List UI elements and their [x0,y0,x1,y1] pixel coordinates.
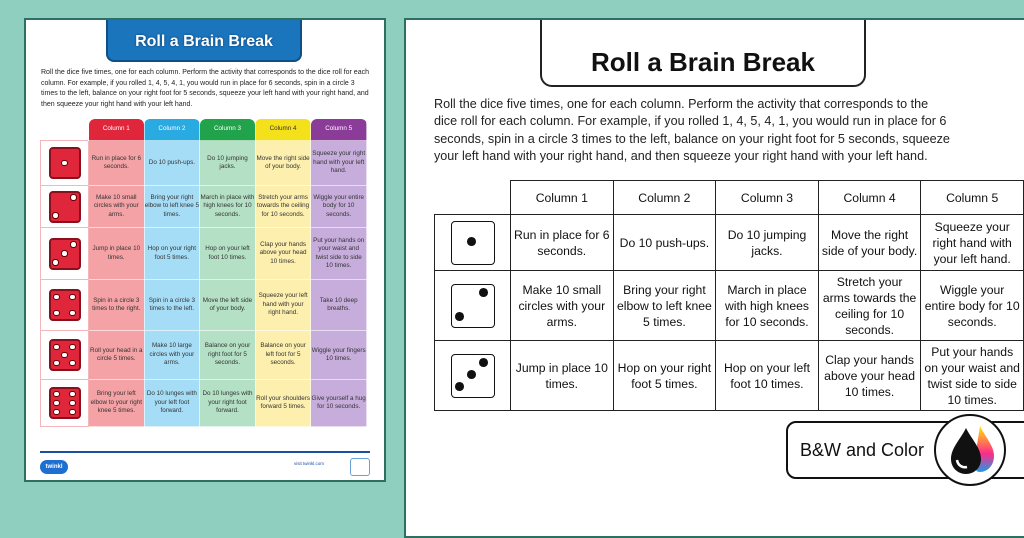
activity-cell: March in place with high knees for 10 seconds. [716,271,819,341]
table-row [435,271,1024,341]
table-row [41,380,367,427]
pip [69,400,75,406]
pip [69,344,75,350]
activity-cell: Spin in a circle 3 times to the right. [89,280,145,331]
activity-cell: Roll your shoulders forward 5 times. [255,380,311,427]
die-cell [435,341,511,411]
activity-cell: Squeeze your right hand with your left hand. [921,215,1024,271]
activity-cell: Make 10 large circles with your arms. [144,331,200,380]
column-header-2: Column 2 [144,119,200,141]
activity-cell: Do 10 push-ups. [144,141,200,186]
die-cell [41,280,89,331]
activity-table [40,118,367,427]
table-row [41,280,367,331]
activity-cell: Do 10 lunges with your right foot forward. [200,380,256,427]
twinkl-logo: twinkl [40,460,68,474]
pip [53,310,59,316]
activity-cell: Jump in place 10 times. [511,341,614,411]
pip [53,360,59,366]
pip [69,391,75,397]
activity-cell: Bring your left elbow to your right knee 5 times. [89,380,145,427]
activity-cell: Make 10 small circles with your arms. [89,186,145,228]
activity-cell: Run in place for 6 seconds. [511,215,614,271]
die-face-icon [49,238,81,270]
pip [61,160,67,166]
activity-cell: Do 10 push-ups. [613,215,716,271]
pip [479,288,488,297]
pip [467,237,476,246]
activity-cell: Hop on your right foot 5 times. [144,228,200,280]
activity-cell: Stretch your arms towards the ceiling for 10 seconds. [818,271,921,341]
pip [69,294,75,300]
column-header-3: Column 3 [200,119,256,141]
pip [455,312,464,321]
activity-cell: Clap your hands above your head 10 times. [255,228,311,280]
pip [61,250,67,256]
pip [467,370,476,379]
pip [479,358,488,367]
activity-cell: Stretch your arms towards the ceiling for 10 seconds. [255,186,311,228]
die-cell [435,271,511,341]
pip [52,212,58,218]
pip [70,194,76,200]
activity-cell: Take 10 deep breaths. [311,280,367,331]
pip [61,352,67,358]
activity-cell: Wiggle your fingers 10 times. [311,331,367,380]
column-header-5: Column 5 [921,181,1024,215]
activity-cell: Squeeze your left hand with your right hand. [255,280,311,331]
table-row [435,215,1024,271]
pip [53,400,59,406]
die-face-icon [49,387,81,419]
die-cell [41,331,89,380]
blank-header [41,119,89,141]
ink-drops-icon [934,414,1006,486]
activity-cell: Bring your right elbow to left knee 5 times. [613,271,716,341]
pip [53,409,59,415]
die-face-icon [49,289,81,321]
activity-cell: March in place with high knees for 10 seconds. [200,186,256,228]
die-cell [41,228,89,280]
pip [70,241,76,247]
instructions: Roll the dice five times, one for each column. Perform the activity that corresponds to the dice roll for each column. For example, if you rolled 1, 4, 5, 4, 1, you would run in place for 6 seconds, spin in a circle 3 times to the left, balance on your right foot for 5 seconds, squeeze your left hand with your right hand, and then squeeze your right hand with your left hand. [434,97,950,163]
table-row [41,228,367,280]
table-row [435,341,1024,411]
table-row [41,186,367,228]
color-worksheet-preview [24,18,386,482]
activity-cell: Run in place for 6 seconds. [89,141,145,186]
die-face-icon [49,339,81,371]
die-cell [41,186,89,228]
pip [455,382,464,391]
activity-cell: Give yourself a hug for 10 seconds. [311,380,367,427]
pip [69,409,75,415]
table-row [41,331,367,380]
activity-cell: Put your hands on your waist and twist side to side 10 times. [921,341,1024,411]
column-header-1: Column 1 [89,119,145,141]
pip [53,391,59,397]
activity-cell: Hop on your left foot 10 times. [716,341,819,411]
column-header-2: Column 2 [613,181,716,215]
activity-cell: Do 10 jumping jacks. [200,141,256,186]
die-face-icon [451,354,495,398]
activity-cell: Hop on your left foot 10 times. [200,228,256,280]
pip [53,344,59,350]
die-face-icon [451,221,495,265]
pip [52,259,58,265]
die-cell [41,380,89,427]
pip [53,294,59,300]
worksheet-title: Roll a Brain Break [540,20,866,87]
footer-divider [40,451,370,453]
table-row [41,141,367,186]
activity-cell: Do 10 jumping jacks. [716,215,819,271]
blank-header [435,181,511,215]
die-face-icon [451,284,495,328]
die-face-icon [49,191,81,223]
activity-cell: Roll your head in a circle 5 times. [89,331,145,380]
column-header-3: Column 3 [716,181,819,215]
die-face-icon [49,147,81,179]
column-header-4: Column 4 [255,119,311,141]
activity-cell: Hop on your right foot 5 times. [613,341,716,411]
pip [69,310,75,316]
quality-badge-icon [350,458,370,476]
instructions: Roll the dice five times, one for each column. Perform the activity that corresponds to the dice roll for each column. For example, if you rolled 1, 4, 5, 4, 1, you would run in place for 6 seconds, spin in a circle 3 times to the left, balance on your right foot for 5 seconds, squeeze your left hand with your right hand, and then squeeze your right hand with your left hand. [41,69,369,108]
header-row [435,181,1024,215]
activity-cell: Wiggle your entire body for 10 seconds. [921,271,1024,341]
die-cell [41,141,89,186]
footer-url: visit twinkl.com [294,461,325,466]
activity-cell: Jump in place 10 times. [89,228,145,280]
activity-cell: Balance on your right foot for 5 seconds. [200,331,256,380]
activity-cell: Do 10 lunges with your left foot forward. [144,380,200,427]
activity-cell: Move the right side of your body. [818,215,921,271]
activity-cell: Balance on your left foot for 5 seconds. [255,331,311,380]
activity-table [434,180,1024,411]
activity-cell: Clap your hands above your head 10 times. [818,341,921,411]
die-cell [435,215,511,271]
column-header-5: Column 5 [311,119,367,141]
header-row [41,119,367,141]
activity-cell: Wiggle your entire body for 10 seconds. [311,186,367,228]
worksheet-title: Roll a Brain Break [106,20,302,62]
activity-cell: Squeeze your right hand with your left hand. [311,141,367,186]
column-header-1: Column 1 [511,181,614,215]
activity-cell: Move the left side of your body. [200,280,256,331]
activity-cell: Spin in a circle 3 times to the left. [144,280,200,331]
badge-label: B&W and Color [800,440,925,460]
pip [69,360,75,366]
column-header-4: Column 4 [818,181,921,215]
activity-cell: Bring your right elbow to left knee 5 times. [144,186,200,228]
activity-cell: Move the right side of your body. [255,141,311,186]
activity-cell: Make 10 small circles with your arms. [511,271,614,341]
activity-cell: Put your hands on your waist and twist side to side 10 times. [311,228,367,280]
